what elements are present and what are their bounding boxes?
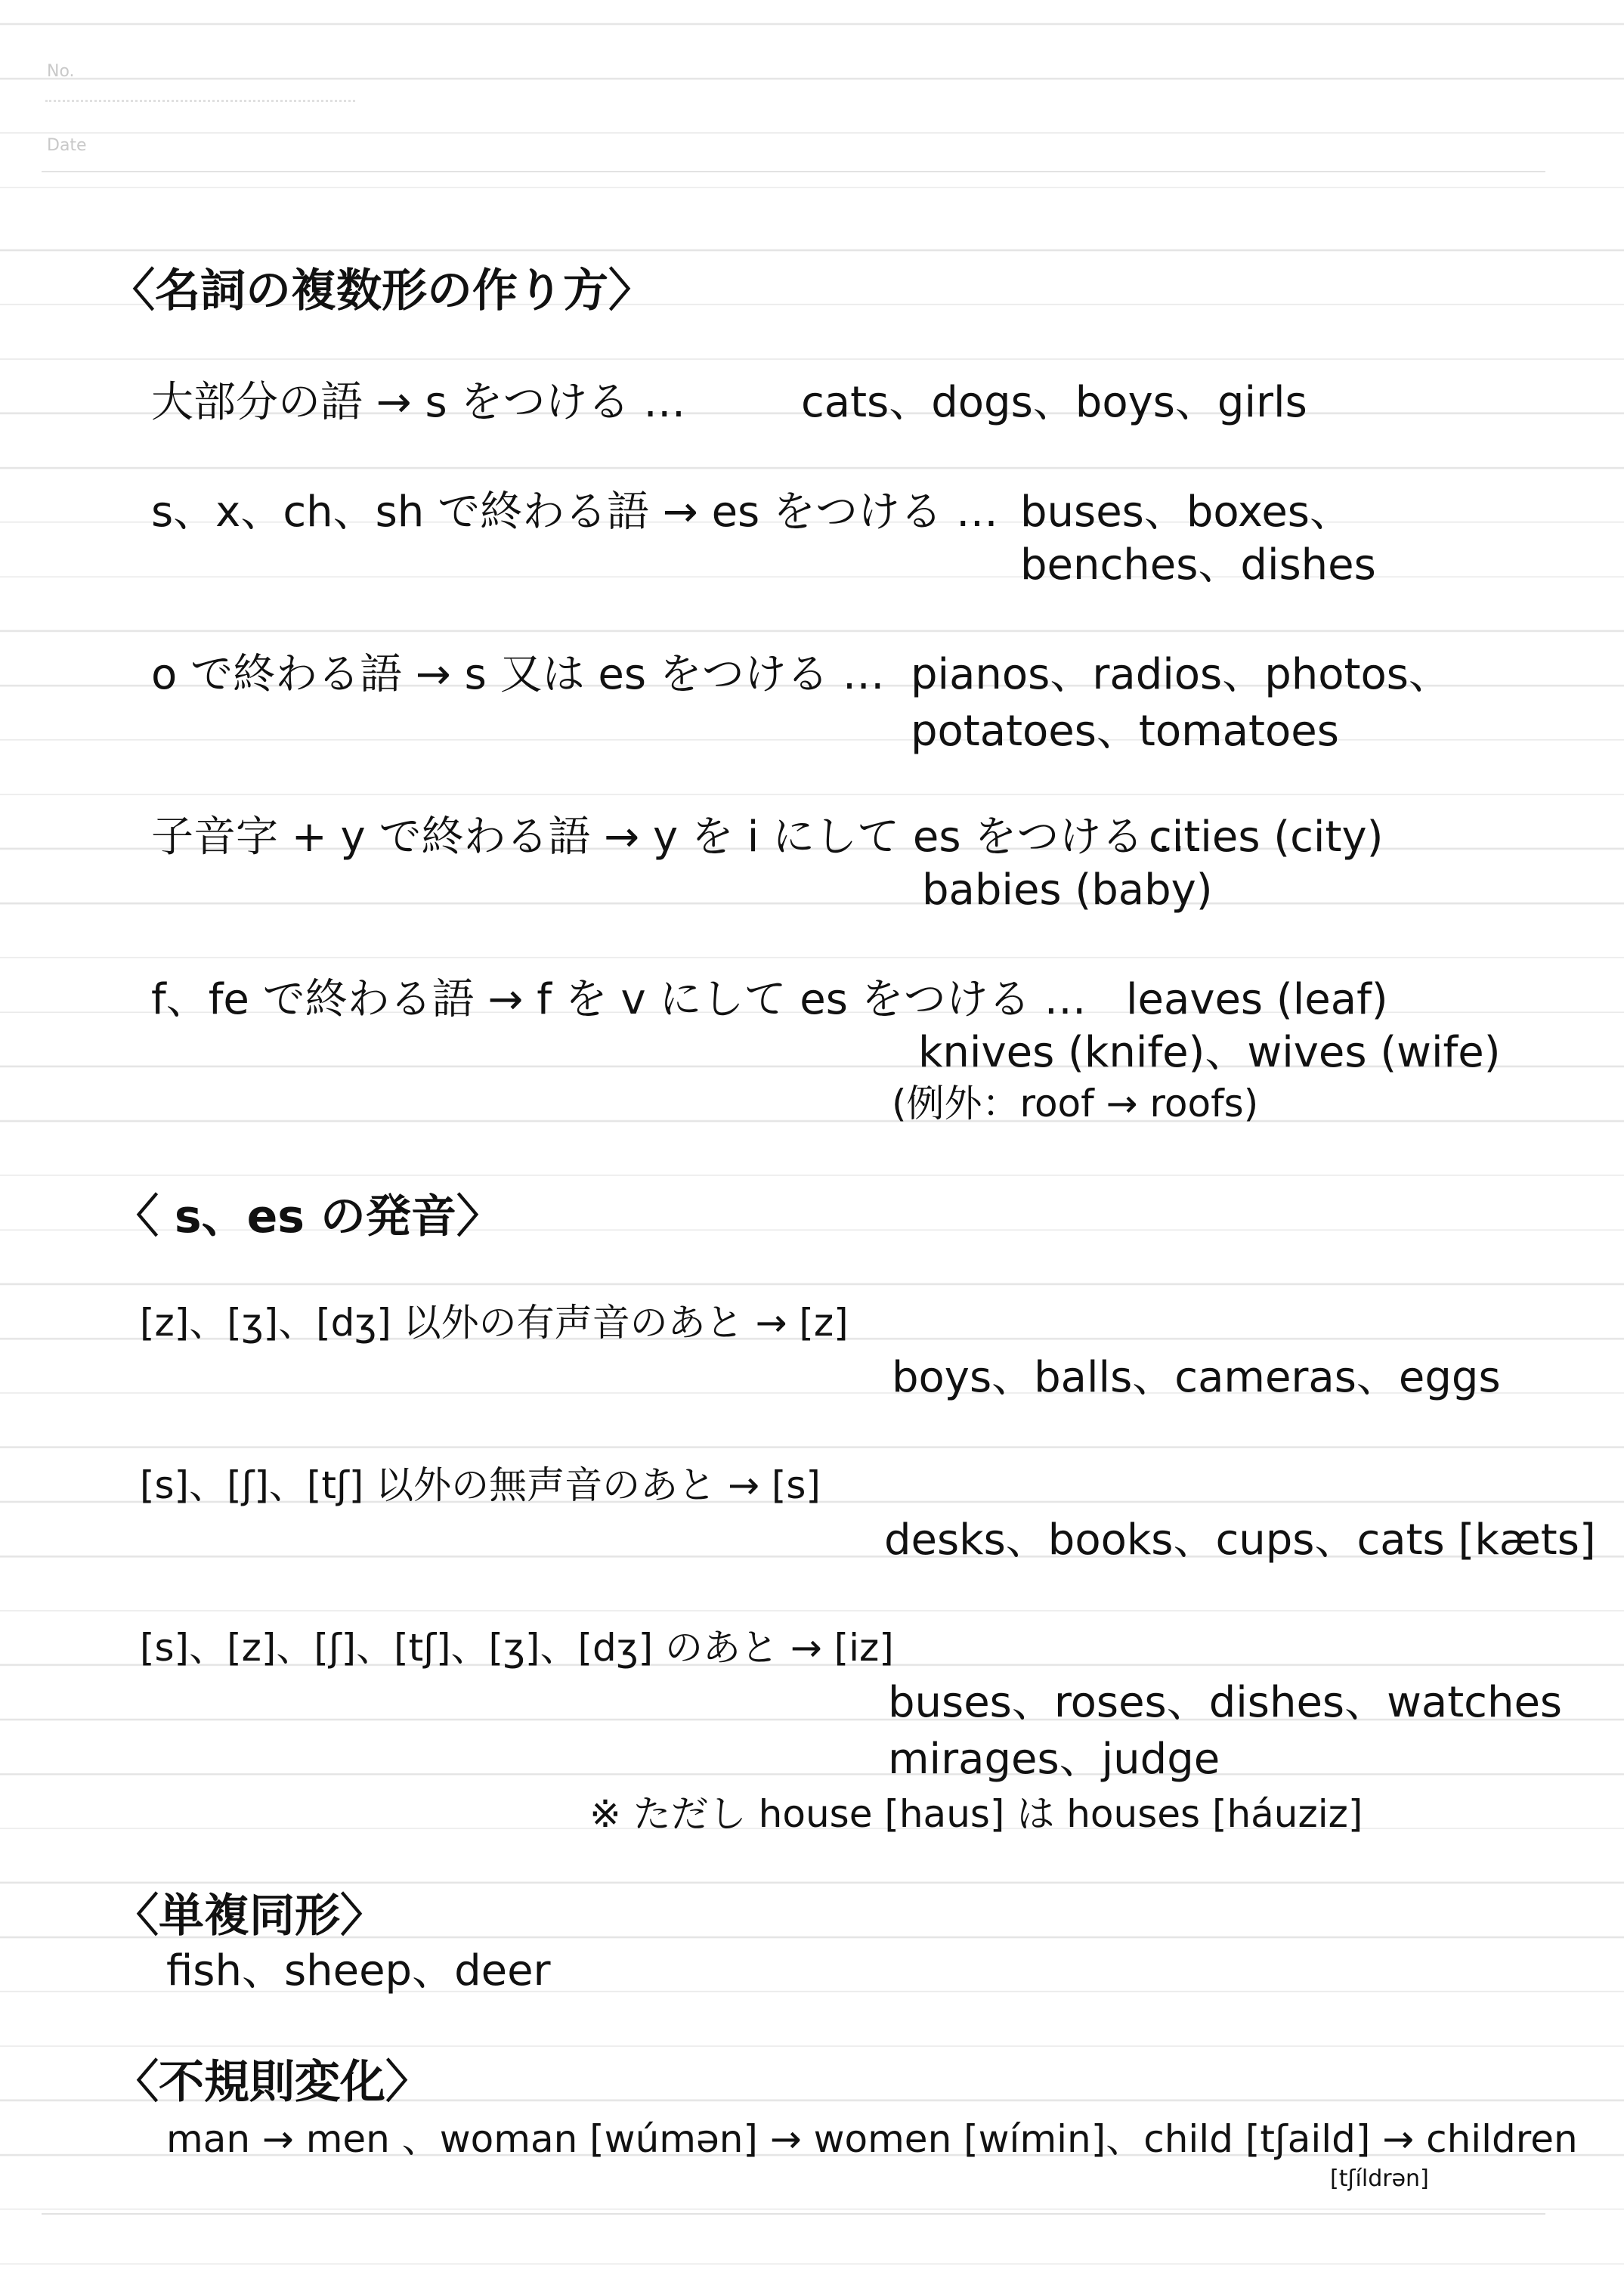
rule-example: potatoes、tomatoes [911,707,1339,756]
rule-text: o で終わる語 → s 又は es をつける … [151,650,885,699]
rule-example: buses、boxes、 [1020,488,1352,537]
rule-example: benches、dishes [1020,540,1376,590]
rule-example: babies (baby) [922,865,1213,915]
no-dotted-line [45,100,355,102]
section-title-s-es-pronunciation: 〈 s、es の発音〉 [113,1190,502,1243]
footer-line [42,2213,1545,2215]
rule-example: desks、books、cups、cats [kæts] [884,1515,1596,1565]
section-title-plural-formation: 〈名詞の複数形の作り方〉 [110,265,654,317]
rule-example: boys、balls、cameras、eggs [892,1353,1501,1402]
rule-exception: (例外：roof → roofs) [892,1082,1259,1125]
same-form-examples: fish、sheep、deer [166,1946,551,1995]
date-label: Date [47,136,87,155]
rule-example: mirages、judge [888,1735,1220,1784]
section-title-irregular: 〈不規則変化〉 [113,2056,431,2109]
rule-text: 大部分の語 → s をつける … [151,378,686,427]
children-pronunciation: [tʃíldrən] [1330,2166,1429,2192]
pronunciation-note: ※ ただし house [haus] は houses [háuziz] [589,1792,1363,1836]
no-label: No. [47,62,75,81]
rule-text: 子音字 + y で終わる語 → y を i にして es をつける … [151,813,1200,862]
rule-text: [s]、[z]、[ʃ]、[tʃ]、[ʒ]、[dʒ] のあと → [iz] [140,1626,894,1670]
rule-example: cities (city) [1149,813,1384,862]
rule-text: [s]、[ʃ]、[tʃ] 以外の無声音のあと → [s] [140,1463,821,1507]
rule-text: s、x、ch、sh で終わる語 → es をつける … [151,488,998,537]
rule-example: knives (knife)、wives (wife) [918,1028,1501,1077]
rule-text: f、fe で終わる語 → f を v にして es をつける … [151,975,1087,1024]
rule-example: leaves (leaf) [1126,975,1388,1024]
rule-example: buses、roses、dishes、watches [888,1678,1563,1727]
rule-example: pianos、radios、photos、 [911,650,1451,699]
section-title-same-form: 〈単複同形〉 [113,1890,385,1943]
rule-text: [z]、[ʒ]、[dʒ] 以外の有声音のあと → [z] [140,1301,849,1345]
irregular-examples: man → men 、woman [wúmən] → women [wímin]、child [tʃaild] → children [166,2117,1578,2161]
rule-example: cats、dogs、boys、girls [801,378,1307,427]
header-divider [42,171,1545,172]
